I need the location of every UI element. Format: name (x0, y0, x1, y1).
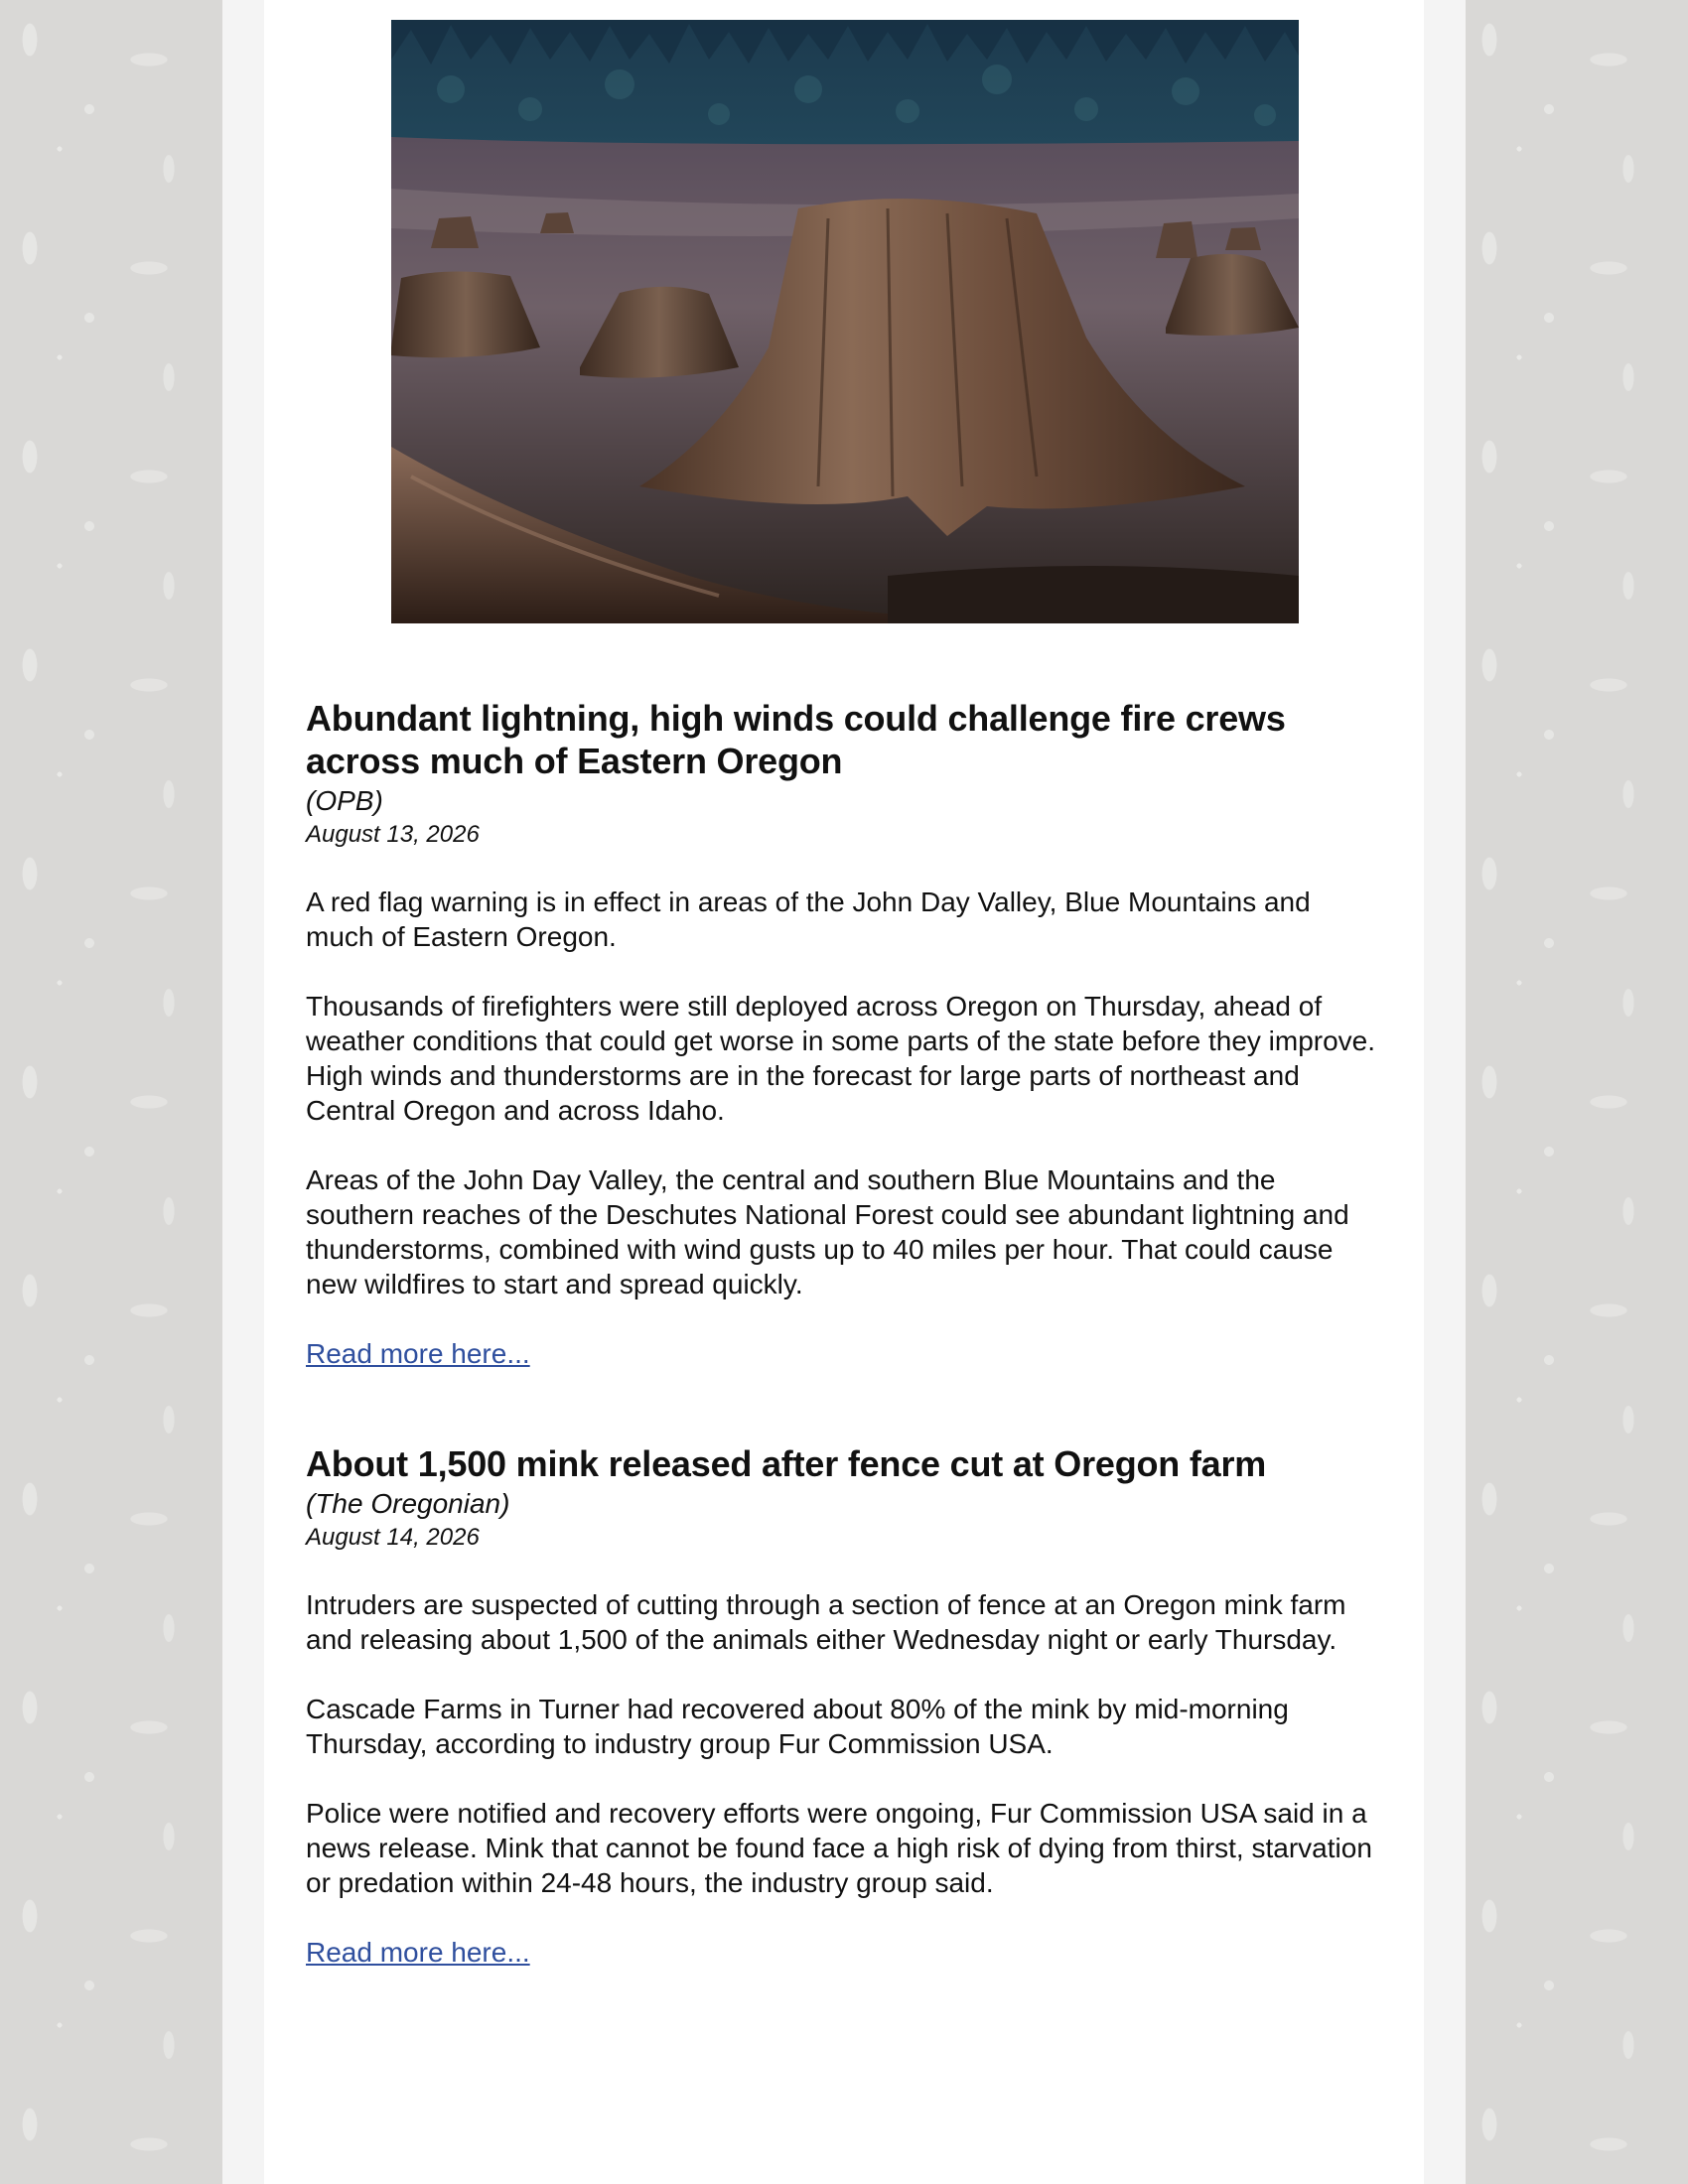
article-title: About 1,500 mink released after fence cut at Oregon farm (306, 1443, 1267, 1484)
article-date: August 14, 2026 (306, 1524, 480, 1551)
read-more-link[interactable]: Read more here... (306, 1338, 530, 1369)
stumps-photo-icon (391, 20, 1299, 623)
article-paragraph: Police were notified and recovery efforts were ongoing, Fur Commission USA said in a news release. Mink that cannot be found face a high risk of dying from thirst, starvation or predation within 24-48 hours, the industry group said. (306, 1798, 1372, 1898)
read-more-link[interactable]: Read more here... (306, 1937, 530, 1968)
article-list (306, 697, 1378, 2041)
newsletter-panel (264, 0, 1424, 2184)
article-paragraph: Cascade Farms in Turner had recovered about 80% of the mink by mid-morning Thursday, according to industry group Fur Commission USA. (306, 1694, 1289, 1759)
article-body (306, 885, 1378, 1301)
article-source: (The Oregonian) (306, 1488, 510, 1519)
article-body (306, 1587, 1378, 1900)
article-date: August 13, 2026 (306, 821, 480, 848)
article-source: (OPB) (306, 785, 383, 816)
article-title: Abundant lightning, high winds could challenge fire crews across much of Eastern Oregon (306, 698, 1286, 781)
article-paragraph: Areas of the John Day Valley, the central and southern Blue Mountains and the southern reaches of the Deschutes National Forest could see abundant lightning and thunderstorms, combined with wind gusts up to 40 miles per hour. That could cause new wildfires to start and spread quickly. (306, 1164, 1349, 1299)
article (306, 1442, 1378, 1970)
article (306, 697, 1378, 1371)
article-paragraph: Intruders are suspected of cutting through a section of fence at an Oregon mink farm and releasing about 1,500 of the animals either Wednesday night or early Thursday. (306, 1589, 1346, 1655)
article-paragraph: Thousands of firefighters were still deployed across Oregon on Thursday, ahead of weather conditions that could get worse in some parts of the state before they improve. High winds and thunderstorms are in the forecast for large parts of northeast and Central Oregon and across Idaho. (306, 991, 1376, 1126)
hero-image (391, 20, 1299, 623)
article-paragraph: A red flag warning is in effect in areas of the John Day Valley, Blue Mountains and much of Eastern Oregon. (306, 887, 1311, 952)
